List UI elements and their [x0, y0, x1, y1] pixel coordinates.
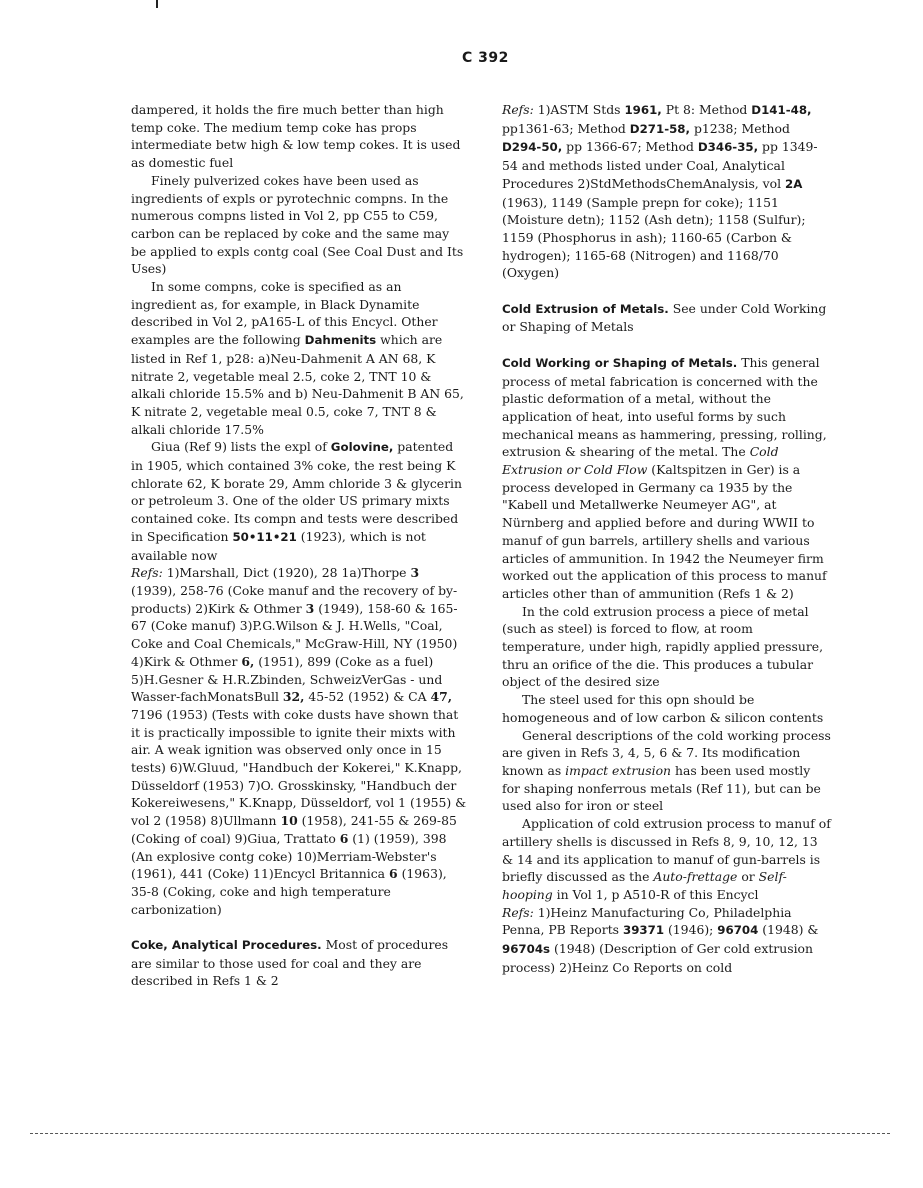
entry-title: Cold Extrusion of Metals. — [502, 301, 669, 316]
coke-paragraph-pulverized: Finely pulverized cokes have been used as ingredients of expls or pyrotechnic compns. In the numerous compns listed in Vol 2, pp C55 to C59, carbon can be replaced by coke and the same may be applied to expls contg coal (See Coal Dust and Its Uses) — [131, 172, 464, 277]
general-descriptions-paragraph: General descriptions of the cold working process are given in Refs 3, 4, 5, 6 & 7. Its modification known as impact extrusion has been used mostly for shaping nonferrous metals (Ref 11), but can be used also for iron or steel — [502, 727, 831, 814]
cold-working-references: Refs: 1)Heinz Manufacturing Co, Philadelphia Penna, PB Reports 39371 (1946); 96704 (1948) & 96704s (1948) (Description of Ger cold extrusion process) 2)Heinz Co Reports on cold — [502, 904, 819, 975]
steel-paragraph: The steel used for this opn should be homogeneous and of low carbon & silicon contents — [502, 692, 824, 725]
coke-paragraph-compns: In some compns, coke is specified as an ingredient as, for example, in Black Dynamite described in Vol 2, pA165-L of this Encycl. Other examples are the following Dahmenits which are listed in Ref 1, p28: a)Neu-Dahmenit A AN 68, K nitrate 2, vegetable meal 2.5, coke 2, TNT 10 & alkali chloride 15.5% and b) Neu-Dahmenit B AN 65, K nitrate 2, vegetable meal 0.5, coke 7, TNT 8 & alkali chloride 17.5% — [131, 279, 464, 437]
analytical-references: Refs: 1)ASTM Stds 1961, Pt 8: Method D141-48, pp1361-63; Method D271-58, p1238; Method D294-50, pp 1366-67; Method D346-35, pp 1349-54 and methods listed under Coal, Analytical Procedures 2)StdMethodsChemAnalysis, vol 2A (1963), 1149 (Sample prepn for coke); 1151 (Moisture detn); 1152 (Ash detn); 1158 (Sulfur); 1159 (Phosphorus in ash); 1160-65 (Carbon & hydrogen); 1165-68 (Nitrogen) and 1168/70 (Oxygen) — [502, 102, 818, 281]
coke-analytical-procedures-entry: Coke, Analytical Procedures. Most of procedures are similar to those used for coal and they are described in Refs 1 & 2 — [131, 937, 449, 989]
dahmenits-term: Dahmenits — [304, 333, 377, 348]
page-number: C 392 — [462, 50, 509, 66]
refs-label: Refs: — [502, 904, 534, 920]
cold-extrusion-entry: Cold Extrusion of Metals. See under Cold Working or Shaping of Metals — [502, 300, 827, 335]
left-column — [131, 101, 467, 990]
refs-label: Refs: — [131, 565, 163, 581]
specification-number: 50•11•21 — [232, 529, 297, 544]
entry-title: Cold Working or Shaping of Metals. — [502, 355, 738, 370]
bottom-dashed-rule — [30, 1133, 890, 1134]
refs-label: Refs: — [502, 102, 534, 117]
coke-paragraph-golovine: Giua (Ref 9) lists the expl of Golovine, patented in 1905, which contained 3% coke, the rest being K chlorate 62, K borate 29, Amm chloride 3 & glycerin or petroleum 3. One of the older US primary mixts contained coke. Its compn and tests were described in Specification 50•11•21 (1923), which is not available now — [131, 439, 462, 563]
golovine-term: Golovine, — [330, 440, 394, 455]
edge-tick-mark — [156, 0, 158, 8]
right-column — [502, 101, 832, 976]
cold-working-entry: Cold Working or Shaping of Metals. This general process of metal fabrication is concerned with the plastic deformation of a metal, without the application of heat, into useful forms by such mechanical means as hammering, pressing, rolling, extrusion & shearing of the metal. The Cold Extrusion or Cold Flow (Kaltspitzen in Ger) is a process developed in Germany ca 1935 by the "Kabell und Metallwerke Neumeyer AG", at Nürnberg and applied before and during WWII to manuf of gun barrels, artillery shells and various articles of ammunition. In 1942 the Neumeyer firm worked out the application of this process to manuf articles other than of ammunition (Refs 1 & 2) — [502, 354, 827, 601]
application-paragraph: Application of cold extrusion process to manuf of artillery shells is discussed in Refs 8, 9, 10, 12, 13 & 14 and its application to manuf of gun-barrels is briefly discussed as the Auto-frettage or Self-hooping in Vol 1, p A510-R of this Encycl — [502, 816, 831, 902]
coke-references: Refs: 1)Marshall, Dict (1920), 28 1a)Thorpe 3 (1939), 258-76 (Coke manuf and the recovery of by-products) 2)Kirk & Othmer 3 (1949), 158-60 & 165-67 (Coke manuf) 3)P.G.Wilson & J. H.Wells, "Coal, Coke and Coal Chemicals," McGraw-Hill, NY (1950) 4)Kirk & Othmer 6, (1951), 899 (Coke as a fuel) 5)H.Gesner & H.R.Zbinden, SchweizVerGas - und Wasser-fachMonatsBull 32, 45-52 (1952) & CA 47, 7196 (1953) (Tests with coke dusts have shown that it is practically impossible to ignite their mixts with air. A weak ignition was observed only once in 15 tests) 6)W.Gluud, "Handbuch der Kokerei," K.Knapp, Düsseldorf (1953) 7)O. Grosskinsky, "Handbuch der Kokereiwesens," K.Knapp, Düsseldorf, vol 1 (1955) & vol 2 (1958) 8)Ullmann 10 (1958), 241-55 & 269-85 (Coking of coal) 9)Giua, Trattato 6 (1) (1959), 398 (An explosive contg coke) 10)Merriam-Webster's (1961), 441 (Coke) 11)Encycl Britannica 6 (1963), 35-8 (Coking, coke and high temperature carbonization) — [131, 565, 467, 917]
coke-paragraph-fuel: dampered, it holds the fire much better than high temp coke. The medium temp coke has props intermediate betw high & low temp cokes. It is used as domestic fuel — [131, 102, 461, 171]
entry-title: Coke, Analytical Procedures. — [131, 938, 322, 953]
cold-extrusion-process-paragraph: In the cold extrusion process a piece of metal (such as steel) is forced to flow, at room temperature, under high, rapidly applied pressure, thru an orifice of the die. This produces a tubular object of the desired size — [502, 603, 824, 690]
